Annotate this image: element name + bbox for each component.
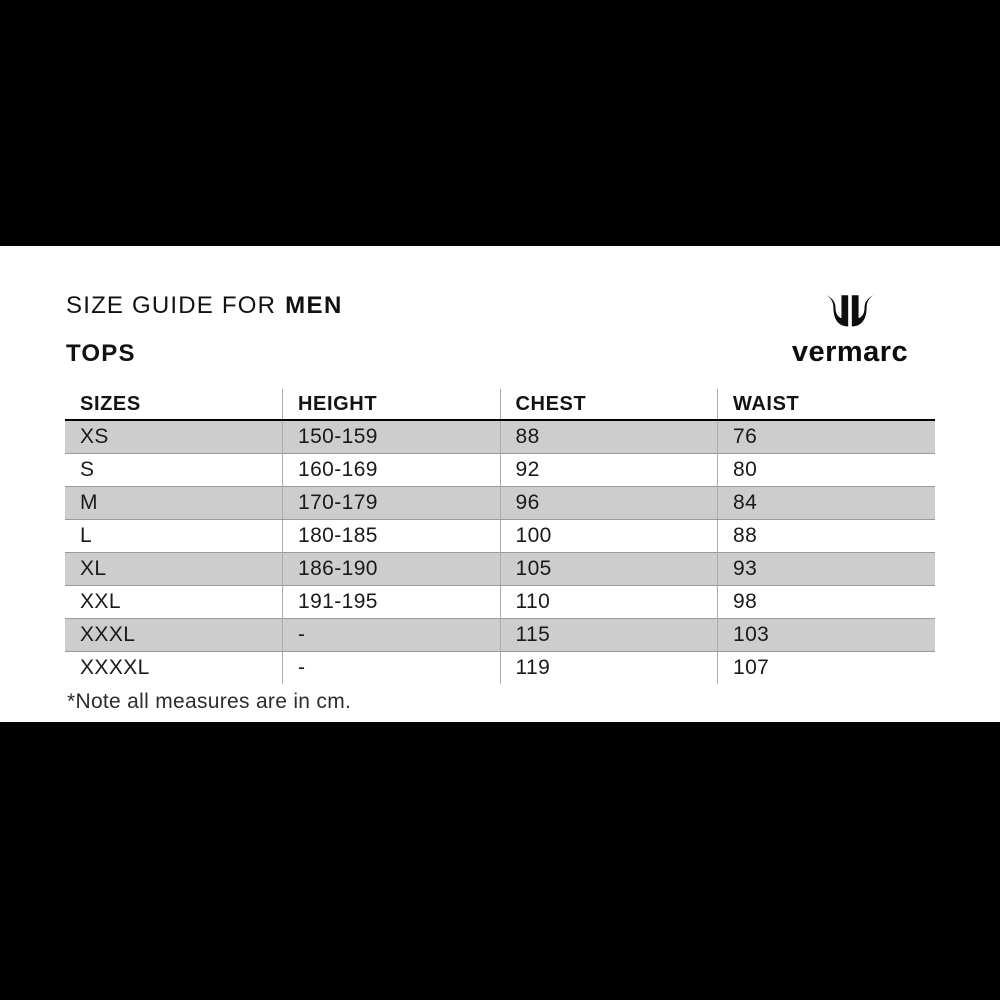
size-cell: XXXL	[65, 618, 283, 651]
waist-cell: 88	[718, 519, 936, 552]
size-cell: XL	[65, 552, 283, 585]
table-row-xxl	[65, 585, 935, 618]
column-header-sizes: SIZES	[65, 389, 283, 420]
size-cell: M	[65, 486, 283, 519]
size-cell: XXL	[80, 589, 121, 613]
letterbox-bottom-bar	[0, 722, 1000, 1000]
size-cell: S	[80, 457, 95, 481]
waist-cell: 103	[718, 618, 936, 651]
chest-cell: 110	[500, 585, 718, 618]
waist-cell: 76	[718, 420, 936, 453]
height-cell: 170-179	[283, 486, 501, 519]
chest-cell: 119	[500, 651, 718, 684]
height-cell: 191-195	[283, 585, 501, 618]
table-row-xl	[65, 552, 935, 585]
chest-cell: 100	[500, 519, 718, 552]
column-header-chest: CHEST	[500, 389, 718, 420]
size-guide-content	[0, 246, 1000, 722]
vermarc-logo-mark	[822, 294, 878, 336]
table-row-m	[65, 486, 935, 519]
page-title	[66, 293, 343, 319]
page-title-gender: MEN	[285, 292, 343, 319]
table-row-xxxl	[65, 618, 935, 651]
waist-cell: 84	[718, 486, 936, 519]
column-header-waist: WAIST	[718, 389, 936, 420]
height-cell: -	[283, 618, 501, 651]
page-title-regular: SIZE GUIDE FOR	[66, 292, 277, 319]
height-cell: 160-169	[283, 453, 501, 486]
column-header-height: HEIGHT	[283, 389, 501, 420]
chest-cell: 115	[500, 618, 718, 651]
height-cell: -	[283, 651, 501, 684]
size-cell: XXXXL	[80, 655, 150, 679]
waist-cell: 80	[718, 453, 936, 486]
chest-cell: 88	[500, 420, 718, 453]
chest-cell: 105	[500, 552, 718, 585]
height-cell: 150-159	[283, 420, 501, 453]
size-table-header-row	[65, 389, 935, 420]
measures-note: *Note all measures are in cm.	[67, 690, 352, 713]
size-cell: L	[80, 523, 93, 547]
chest-cell: 96	[500, 486, 718, 519]
height-cell: 186-190	[283, 552, 501, 585]
size-table	[65, 389, 935, 684]
category-title: TOPS	[66, 340, 136, 367]
table-row-xxxxl	[65, 651, 935, 684]
waist-cell: 98	[718, 585, 936, 618]
table-row-s	[65, 453, 935, 486]
chest-cell: 92	[500, 453, 718, 486]
table-row-xs	[65, 420, 935, 453]
vermarc-wordmark: vermarc	[791, 336, 909, 368]
vermarc-logo	[784, 294, 916, 367]
height-cell: 180-185	[283, 519, 501, 552]
table-row-l	[65, 519, 935, 552]
waist-cell: 107	[718, 651, 936, 684]
size-cell: XS	[65, 420, 283, 453]
letterbox-top-bar	[0, 0, 1000, 246]
waist-cell: 93	[718, 552, 936, 585]
